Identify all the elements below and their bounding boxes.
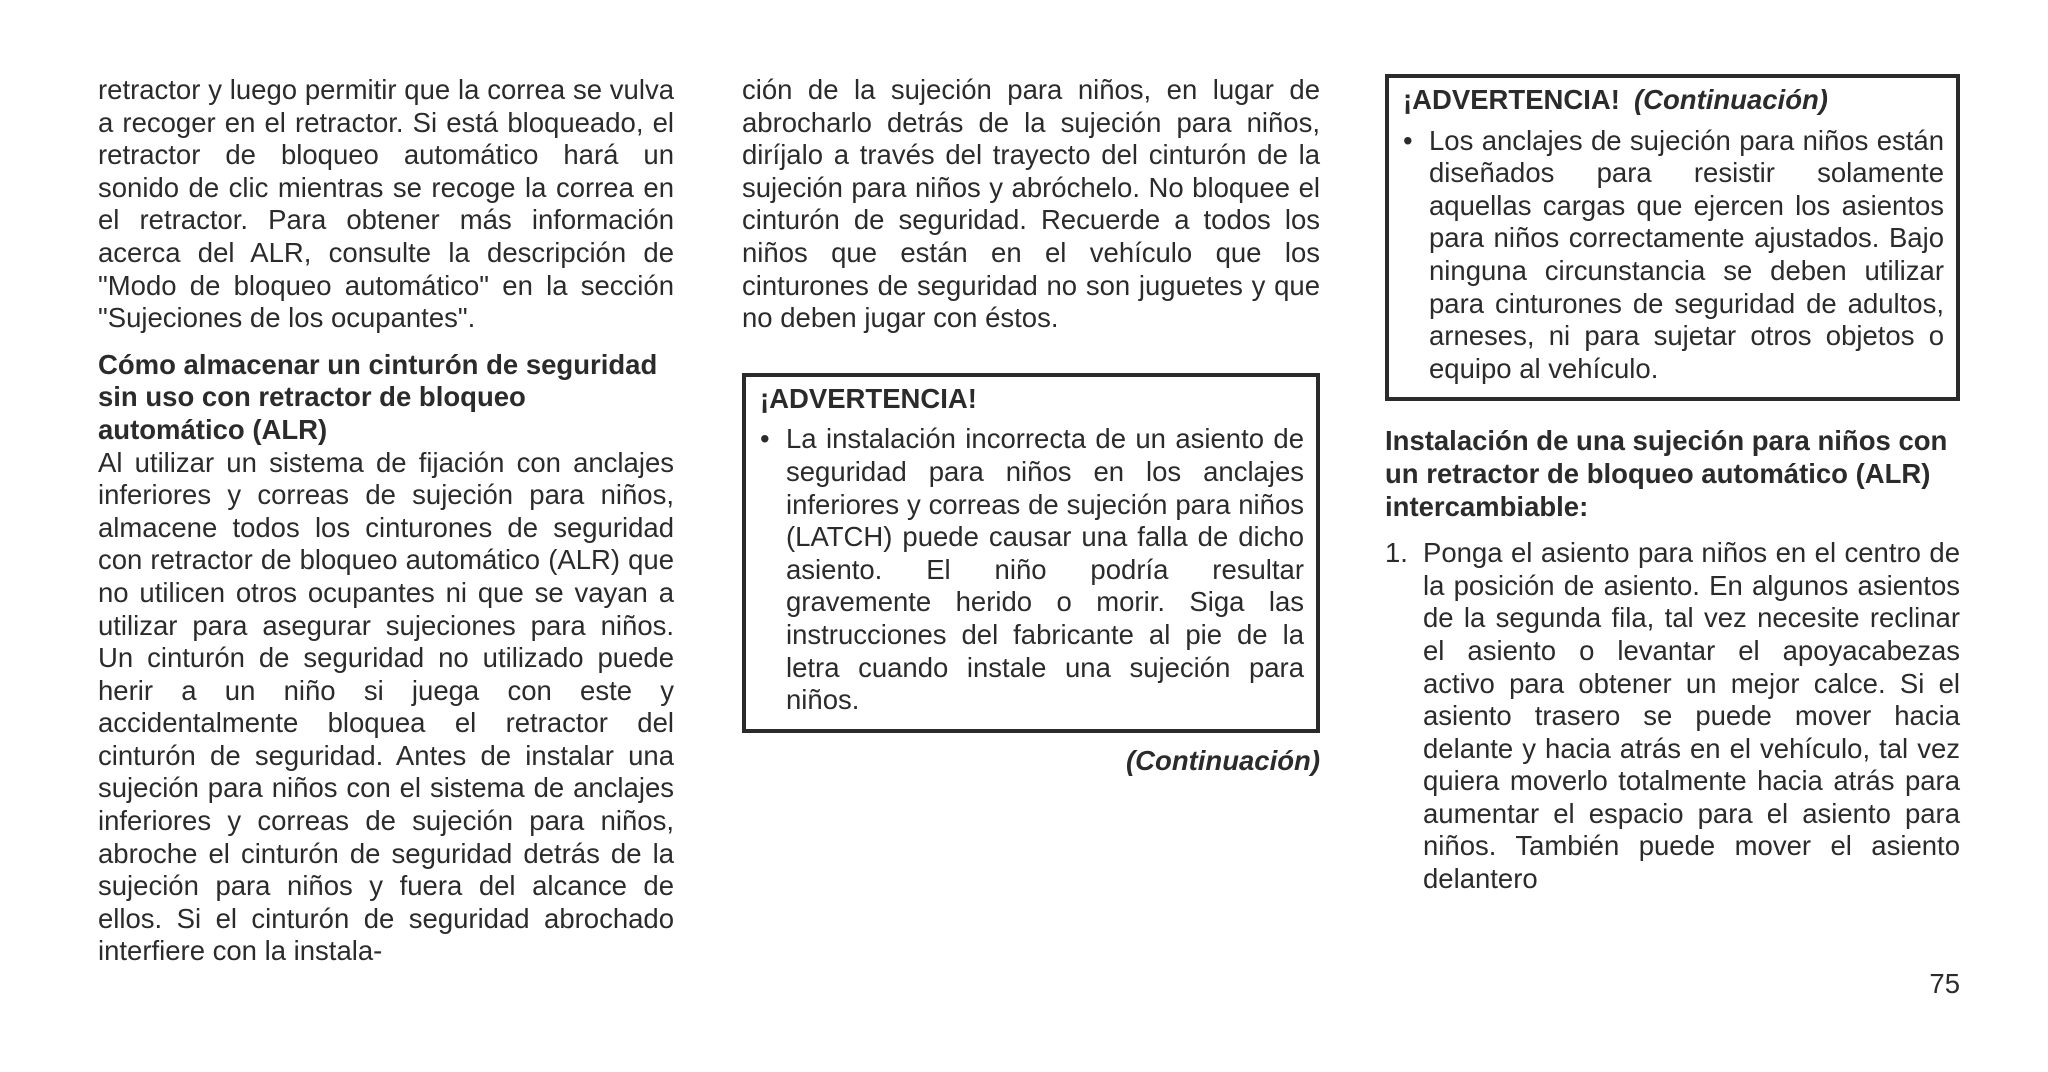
column-right [1385,74,1960,896]
paragraph-alr-retractor: retractor y luego permitir que la correa se vulva a recoger en el retractor. Si está bloqueado, el retractor de bloqueo automático hará un sonido de clic mientras se recoge la correa en el retractor. Para obtener más información acerca del ALR, consulte la descripción de "Modo de bloqueo automático" en la sección "Sujeciones de los ocupantes". [98,74,674,334]
step-item [1385,537,1960,896]
warning-continuation-label: (Continuación) [1633,84,1828,115]
bullet-icon: • [1403,124,1413,156]
warning-bullet-item [760,423,1304,716]
warning-box-continued [1385,74,1960,401]
step-text: Ponga el asiento para niños en el centro de la posición de asiento. En algunos asientos de la segunda fila, tal vez necesite reclinar el asiento o levantar el apoyacabezas activo para obtener un mejor calce. Si el asiento trasero se puede mover hacia delante y hacia atrás en el vehículo, tal vez quiera moverlo totalmente hacia atrás para aumentar el espacio para el asiento para niños. También puede mover el asiento delantero [1423,537,1960,895]
warning-text: La instalación incorrecta de un asiento de seguridad para niños en los anclajes inferiores y correas de sujeción para niños (LATCH) puede causar una falla de dicho asiento. El niño podría resultar gravemente herido o morir. Siga las instrucciones del fabricante al pie de la letra cuando instale una sujeción para niños. [786,423,1304,716]
step-number: 1. [1385,537,1408,569]
section-heading-install-alr: Instalación de una sujeción para niños con un retractor de bloqueo automático (ALR) intercambiable: [1385,425,1948,522]
section-heading-store-unused-belt: Cómo almacenar un cinturón de seguridad sin uso con retractor de bloqueo automático (ALR) [98,348,658,445]
column-left [98,74,674,968]
paragraph-route-belt: ción de la sujeción para niños, en lugar de abrocharlo detrás de la sujeción para niños, diríjalo a través del trayecto del cinturón de la sujeción para niños y abróchelo. No bloquee el cinturón de seguridad. Recuerde a todos los niños que están en el vehículo que los cinturones de seguridad no son juguetes y que no deben jugar con éstos. [742,74,1320,334]
bullet-icon: • [760,423,770,455]
warning-title [1403,84,1944,117]
continuation-label: (Continuación) [1126,744,1320,776]
column-middle [742,74,1320,777]
warning-title-text: ¡ADVERTENCIA! [1403,84,1620,115]
page-number: 75 [1929,968,1960,999]
warning-bullet-item [1403,125,1944,386]
warning-title: ¡ADVERTENCIA! [760,382,977,414]
paragraph-store-belts: Al utilizar un sistema de fijación con anclajes inferiores y correas de sujeción para niños, almacene todos los cinturones de seguridad con retractor de bloqueo automático (ALR) que no utilicen otros ocupantes ni que se vayan a utilizar para asegurar sujeciones para niños. Un cinturón de seguridad no utilizado puede herir a un niño si juega con este y accidentalmente bloquea el retractor del cinturón de seguridad. Antes de instalar una sujeción para niños con el sistema de anclajes inferiores y correas de sujeción para niños, abroche el cinturón de seguridad detrás de la sujeción para niños y fuera del alcance de ellos. Si el cinturón de seguridad abrochado interfiere con la instala- [98,446,674,967]
warning-text: Los anclajes de sujeción para niños están diseñados para resistir solamente aquellas cargas que ejercen los asientos para niños correctamente ajustados. Bajo ninguna circunstancia se deben utilizar para cinturones de seguridad de adultos, arneses, ni para sujetar otros objetos o equipo al vehículo. [1429,124,1944,384]
warning-box [742,373,1320,733]
